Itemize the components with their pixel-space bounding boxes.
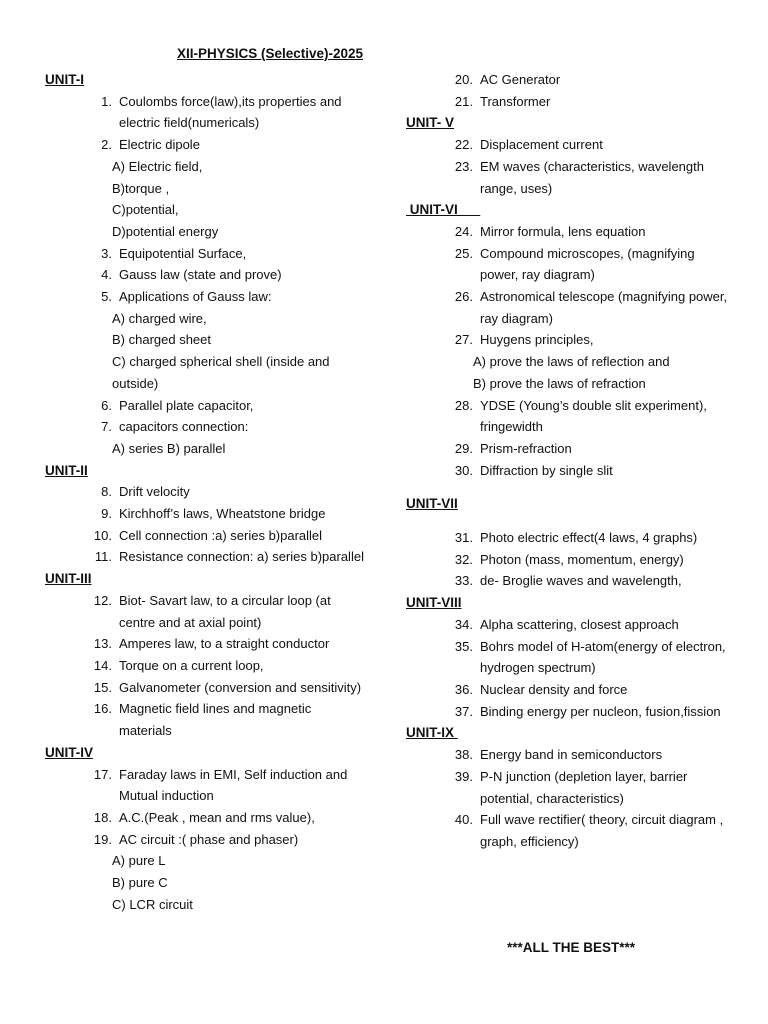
topic-text: Amperes law, to a straight conductor	[119, 636, 330, 652]
topic-number: 28.	[454, 397, 473, 413]
subtopic-item: B) prove the laws of refraction	[473, 375, 646, 391]
unit-heading: UNIT-III	[45, 571, 92, 587]
topic-item	[406, 701, 736, 723]
topic-number: 8.	[101, 484, 112, 500]
topic-item	[406, 679, 736, 701]
topic-text: Compound microscopes, (magnifying power, ray diagram)	[480, 245, 695, 283]
unit-heading: UNIT-IV	[45, 744, 94, 760]
subtopic-item: D)potential energy	[112, 223, 219, 239]
topic-item	[406, 527, 736, 549]
topic-number: 37.	[454, 703, 473, 719]
topic-item	[406, 91, 736, 113]
topic-number: 14.	[93, 657, 112, 673]
topic-number: 19.	[93, 831, 112, 847]
topic-number: 36.	[454, 681, 473, 697]
topic-number: 6.	[101, 397, 112, 413]
topic-number: 5.	[101, 289, 112, 305]
topic-item	[406, 156, 736, 199]
right-column	[406, 69, 736, 853]
topic-text: Photon (mass, momentum, energy)	[480, 551, 684, 567]
topic-number: 10.	[93, 527, 112, 543]
subtopic-item: B)torque ,	[112, 180, 170, 196]
topic-text: Kirchhoff’s laws, Wheatstone bridge	[119, 506, 326, 522]
topic-text: Mirror formula, lens equation	[480, 223, 646, 239]
topic-number: 33.	[454, 573, 473, 589]
unit-heading: UNIT-I	[45, 72, 84, 87]
topic-number: 30.	[454, 462, 473, 478]
topic-number: 29.	[454, 440, 473, 456]
topic-number: 4.	[101, 267, 112, 283]
topic-number: 13.	[93, 636, 112, 652]
topic-item	[406, 438, 736, 460]
topic-item	[45, 829, 365, 851]
topic-text: Alpha scattering, closest approach	[480, 616, 679, 632]
topic-text: Torque on a current loop,	[119, 657, 264, 673]
topic-item	[406, 243, 736, 286]
topic-item	[45, 655, 365, 677]
topic-text: Coulombs force(law),its properties and electric field(numericals)	[119, 93, 342, 131]
subtopic-item: C)potential,	[112, 202, 179, 218]
topic-text: Magnetic field lines and magnetic materials	[119, 701, 312, 739]
topic-number: 2.	[101, 137, 112, 153]
topic-number: 26.	[454, 289, 473, 305]
topic-item	[45, 503, 365, 525]
topic-text: Drift velocity	[119, 484, 190, 500]
topic-text: Binding energy per nucleon, fusion,fission	[480, 703, 721, 719]
subtopic-item: A) Electric field,	[112, 158, 203, 174]
topic-text: P-N junction (depletion layer, barrier potential, characteristics)	[480, 768, 688, 806]
topic-text: Prism-refraction	[480, 440, 572, 456]
topic-number: 17.	[93, 766, 112, 782]
unit-heading: UNIT-VIII	[406, 595, 462, 611]
topic-text: Faraday laws in EMI, Self induction and Mutual induction	[119, 766, 348, 804]
topic-number: 31.	[454, 530, 473, 546]
topic-item	[406, 766, 736, 809]
subtopic-item: A) charged wire,	[112, 310, 207, 326]
topic-item	[45, 395, 365, 417]
topic-text: Resistance connection: a) series b)parallel	[119, 549, 364, 565]
topic-item	[406, 570, 736, 592]
topic-item	[45, 264, 365, 286]
topic-number: 3.	[101, 245, 112, 261]
topic-text: Transformer	[480, 93, 551, 109]
topic-item	[406, 329, 736, 351]
topic-text: Cell connection :a) series b)parallel	[119, 527, 323, 543]
topic-text: YDSE (Young’s double slit experiment), fringewidth	[480, 397, 707, 435]
topic-text: Huygens principles,	[480, 332, 594, 348]
unit-heading: UNIT-IX	[406, 725, 458, 741]
topic-text: Astronomical telescope (magnifying power, ray diagram)	[480, 289, 728, 326]
topic-number: 16.	[93, 701, 112, 717]
topic-item	[45, 807, 365, 829]
topic-number: 22.	[454, 137, 473, 153]
topic-item	[406, 286, 736, 329]
topic-item	[406, 549, 736, 571]
topic-number: 25.	[454, 245, 473, 261]
topic-text: Energy band in semiconductors	[480, 747, 663, 763]
topic-number: 38.	[454, 747, 473, 763]
topic-text: A.C.(Peak , mean and rms value),	[119, 809, 315, 825]
topic-item	[45, 764, 365, 807]
topic-number: 39.	[454, 768, 473, 784]
topic-number: 27.	[454, 332, 473, 348]
topic-item	[406, 744, 736, 766]
topic-item	[45, 481, 365, 503]
topic-text: AC Generator	[480, 72, 561, 87]
topic-item	[45, 91, 365, 134]
subtopic-item: C) LCR circuit	[112, 896, 193, 912]
topic-text: capacitors connection:	[119, 419, 249, 435]
topic-number: 32.	[454, 551, 473, 567]
topic-number: 7.	[101, 419, 112, 435]
subtopic-item: B) pure C	[112, 875, 168, 891]
topic-item	[45, 134, 365, 156]
unit-heading: UNIT- V	[406, 115, 455, 131]
topic-number: 1.	[101, 93, 112, 109]
topic-number: 20.	[454, 72, 473, 87]
topic-number: 35.	[454, 638, 473, 654]
topic-text: Displacement current	[480, 137, 603, 153]
topic-text: EM waves (characteristics, wavelength range, uses)	[480, 158, 704, 196]
topic-text: Nuclear density and force	[480, 681, 628, 697]
topic-item	[406, 614, 736, 636]
document-title: XII-PHYSICS (Selective)-2025	[176, 46, 364, 61]
closing-message: ***ALL THE BEST***	[506, 940, 636, 955]
subtopic-item: C) charged spherical shell (inside and outside)	[112, 354, 330, 391]
topic-item	[45, 546, 365, 568]
topic-item	[406, 395, 736, 438]
topic-number: 40.	[454, 812, 473, 828]
unit-heading: UNIT-VI	[406, 202, 481, 218]
topic-text: Full wave rectifier( theory, circuit diagram , graph, efficiency)	[480, 812, 724, 849]
topic-text: Gauss law (state and prove)	[119, 267, 282, 283]
topic-item	[406, 460, 736, 482]
topic-text: Bohrs model of H-atom(energy of electron, hydrogen spectrum)	[480, 638, 726, 676]
topic-item	[45, 525, 365, 547]
topic-text: Galvanometer (conversion and sensitivity)	[119, 679, 362, 695]
topic-number: 24.	[454, 223, 473, 239]
topic-item	[45, 677, 365, 699]
topic-item	[45, 590, 365, 633]
topic-number: 34.	[454, 616, 473, 632]
topic-item	[406, 134, 736, 156]
topic-item	[45, 633, 365, 655]
topic-text: Parallel plate capacitor,	[119, 397, 254, 413]
topic-text: de- Broglie waves and wavelength,	[480, 573, 682, 589]
topic-text: Applications of Gauss law:	[119, 289, 272, 305]
topic-item	[406, 69, 736, 91]
subtopic-item: B) charged sheet	[112, 332, 212, 348]
topic-item	[45, 286, 365, 308]
topic-text: Electric dipole	[119, 137, 200, 153]
topic-number: 15.	[93, 679, 112, 695]
subtopic-item: A) prove the laws of reflection and	[473, 354, 670, 370]
topic-item	[45, 698, 365, 741]
topic-number: 23.	[454, 158, 473, 174]
unit-heading: UNIT-VII	[406, 496, 458, 512]
topic-number: 9.	[101, 506, 112, 522]
topic-text: Photo electric effect(4 laws, 4 graphs)	[480, 530, 698, 546]
topic-item	[45, 416, 365, 438]
subtopic-item: A) pure L	[112, 853, 166, 869]
topic-number: 12.	[93, 592, 112, 608]
topic-number: 18.	[93, 809, 112, 825]
subtopic-item: A) series B) parallel	[112, 440, 226, 456]
left-column	[45, 69, 365, 915]
topic-item	[406, 809, 736, 852]
topic-text: Diffraction by single slit	[480, 462, 613, 478]
topic-item	[45, 243, 365, 265]
topic-number: 21.	[454, 93, 473, 109]
topic-item	[406, 221, 736, 243]
topic-text: AC circuit :( phase and phaser)	[119, 831, 299, 847]
topic-text: Biot- Savart law, to a circular loop (at centre and at axial point)	[119, 592, 331, 630]
topic-item	[406, 636, 736, 679]
topic-number: 11.	[94, 549, 112, 565]
topic-text: Equipotential Surface,	[119, 245, 247, 261]
unit-heading: UNIT-II	[45, 462, 88, 478]
